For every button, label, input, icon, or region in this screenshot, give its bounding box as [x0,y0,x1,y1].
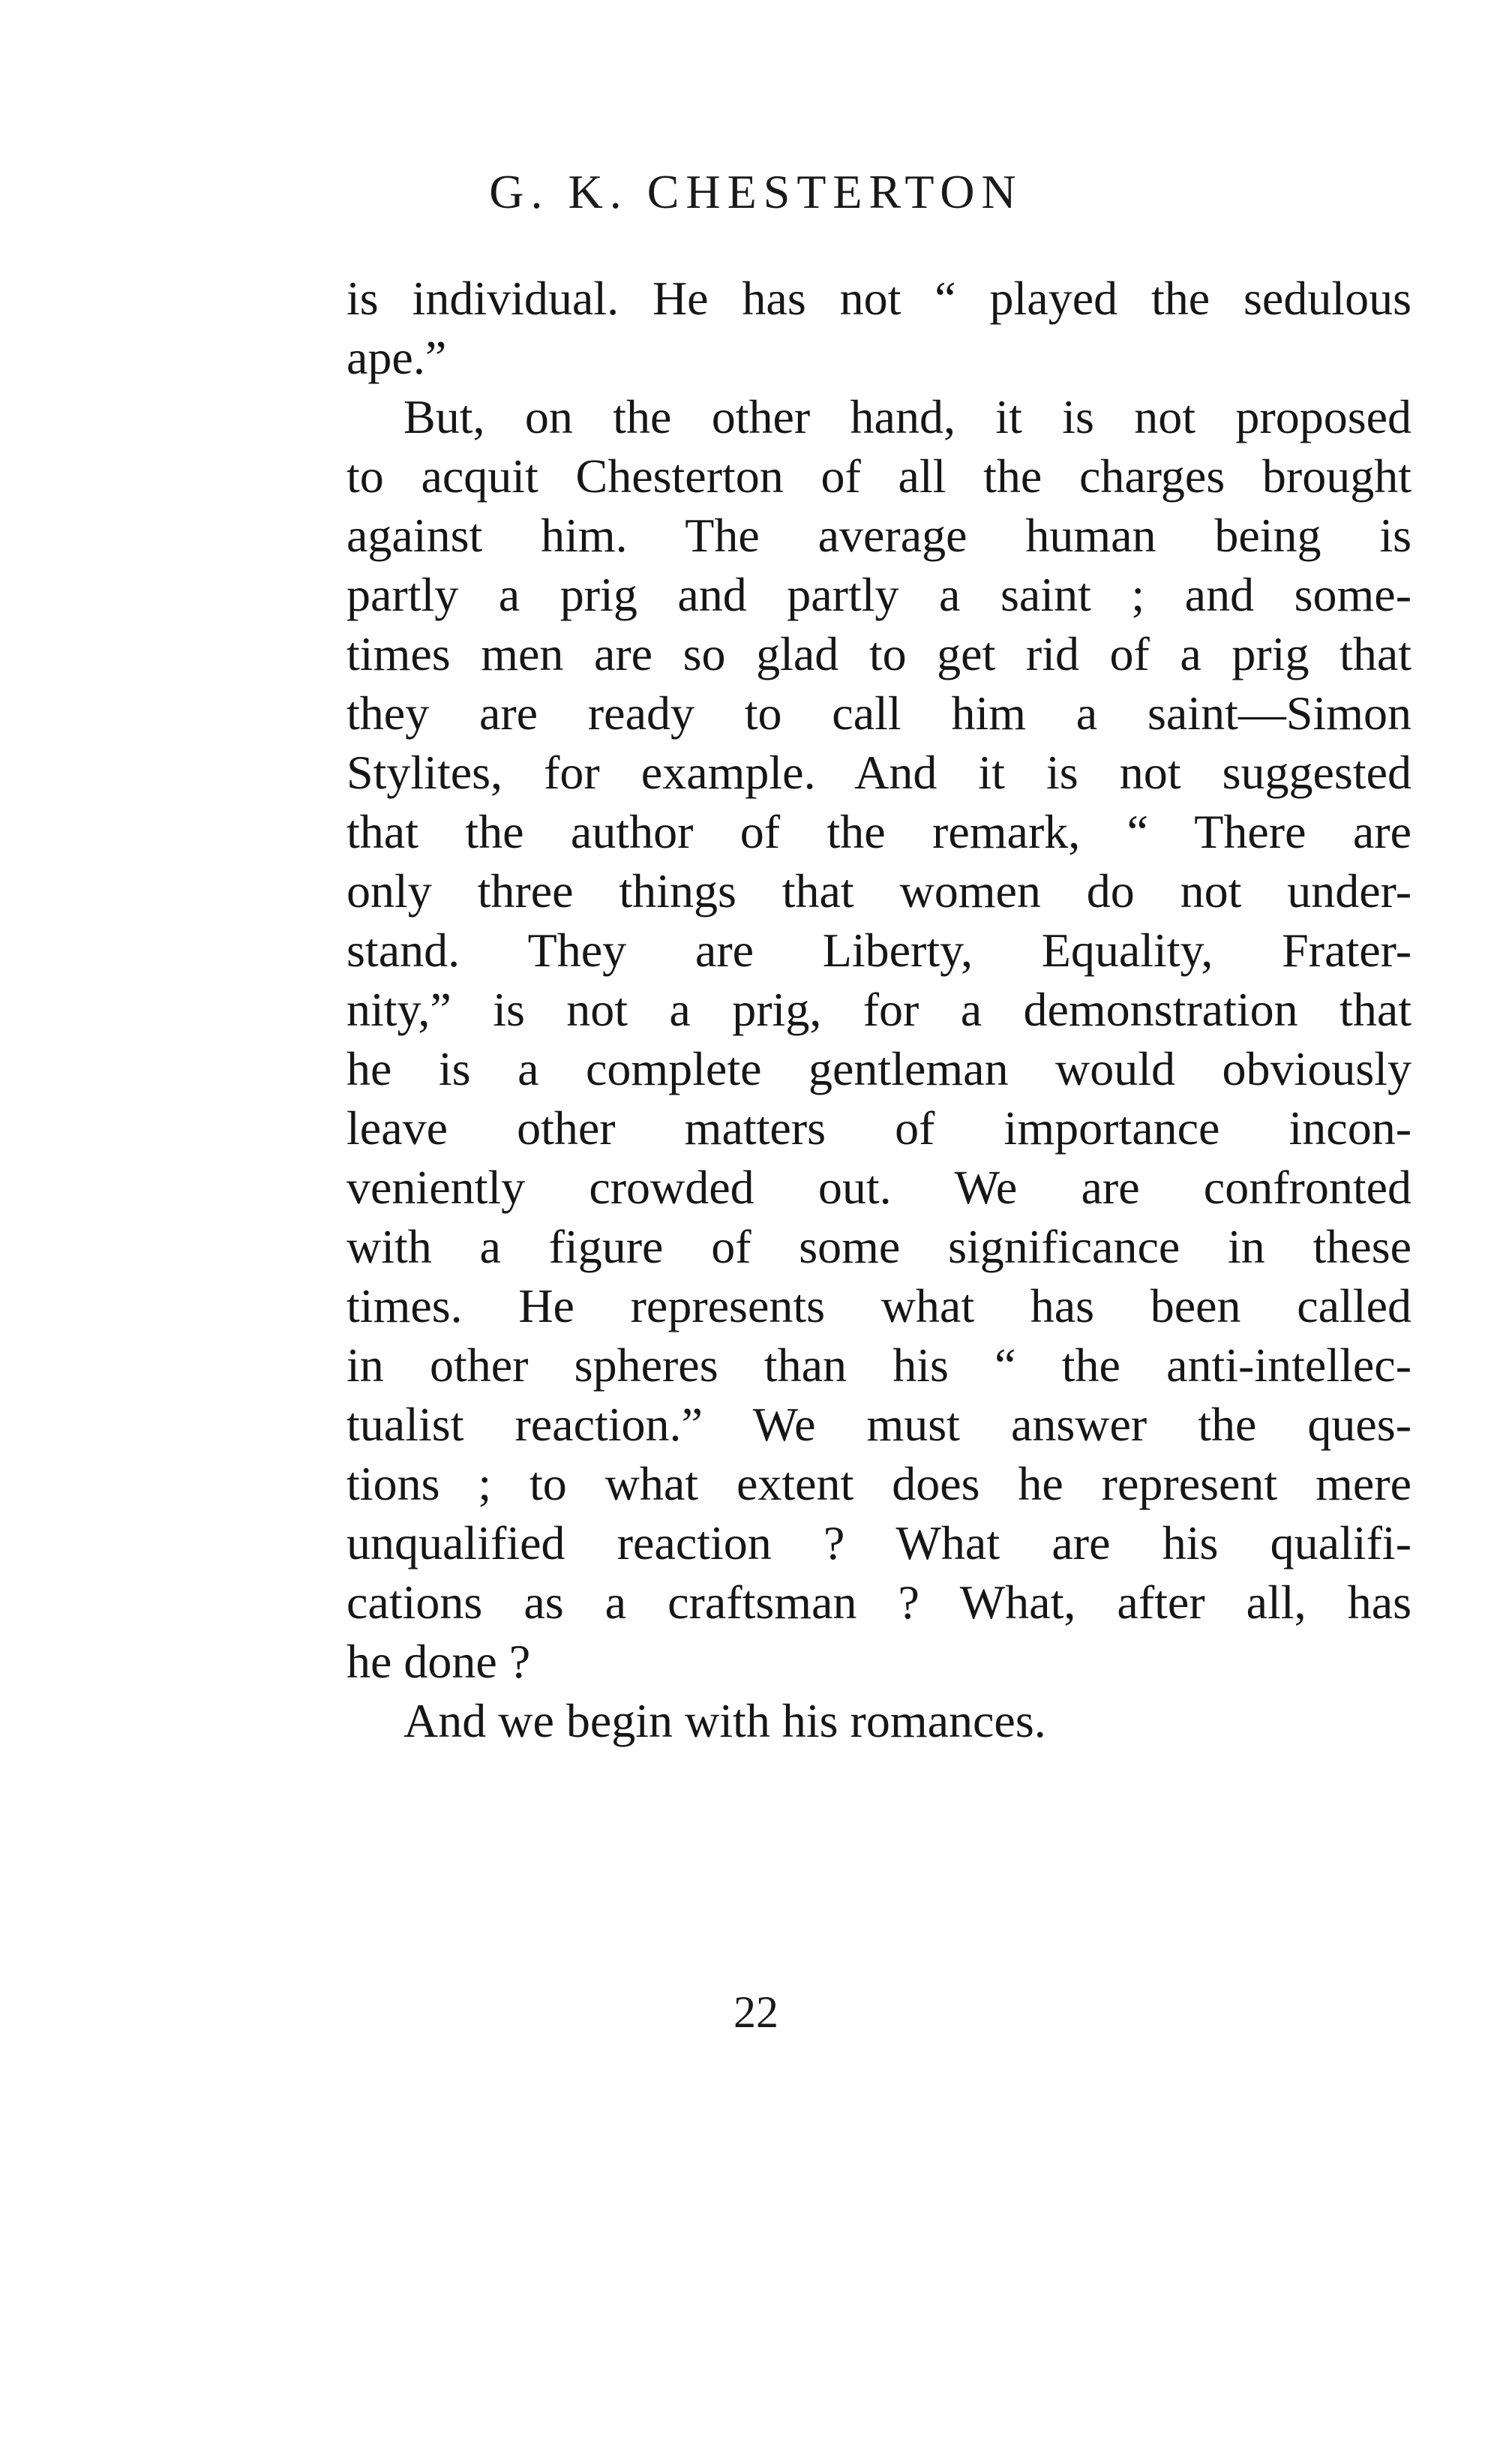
text-line: tualist reaction.” We must answer the ques- [346,1398,1412,1451]
text-line: tions ; to what extent does he represent mere [346,1457,1412,1510]
text-line: that the author of the remark, “ There are [346,805,1412,858]
text-line: leave other matters of importance incon- [346,1101,1412,1155]
text-line: only three things that women do not under- [346,864,1412,918]
text-line: partly a prig and partly a saint ; and some- [346,568,1412,621]
text-line: nity,” is not a prig, for a demonstration that [346,983,1412,1036]
text-line: against him. The average human being is [346,509,1412,562]
text-line: is individual. He has not “ played the sedulous [346,272,1412,325]
text-line: times. He represents what has been called [346,1279,1412,1332]
text-line: he done ? [346,1635,531,1688]
text-line: to acquit Chesterton of all the charges brought [346,449,1412,503]
text-line: ape.” [346,331,447,384]
text-line: cations as a craftsman ? What, after all, has [346,1575,1412,1629]
text-line: they are ready to call him a saint—Simon [346,686,1412,740]
text-line: he is a complete gentleman would obviously [346,1042,1412,1095]
text-line: stand. They are Liberty, Equality, Frater- [346,924,1412,977]
body-text [346,269,1412,1750]
text-line: unqualified reaction ? What are his qualifi- [346,1516,1412,1569]
text-line: times men are so glad to get rid of a prig that [346,627,1412,680]
text-line: Stylites, for example. And it is not suggested [346,746,1412,799]
running-head: G. K. CHESTERTON [489,165,1023,218]
text-line: And we begin with his romances. [404,1694,1046,1747]
text-line: with a figure of some significance in these [346,1220,1412,1273]
text-line: veniently crowded out. We are confronted [346,1161,1412,1214]
text-line: in other spheres than his “ the anti-intellec- [346,1338,1412,1392]
page-number: 22 [734,1987,778,2037]
text-line: But, on the other hand, it is not proposed [404,390,1412,443]
